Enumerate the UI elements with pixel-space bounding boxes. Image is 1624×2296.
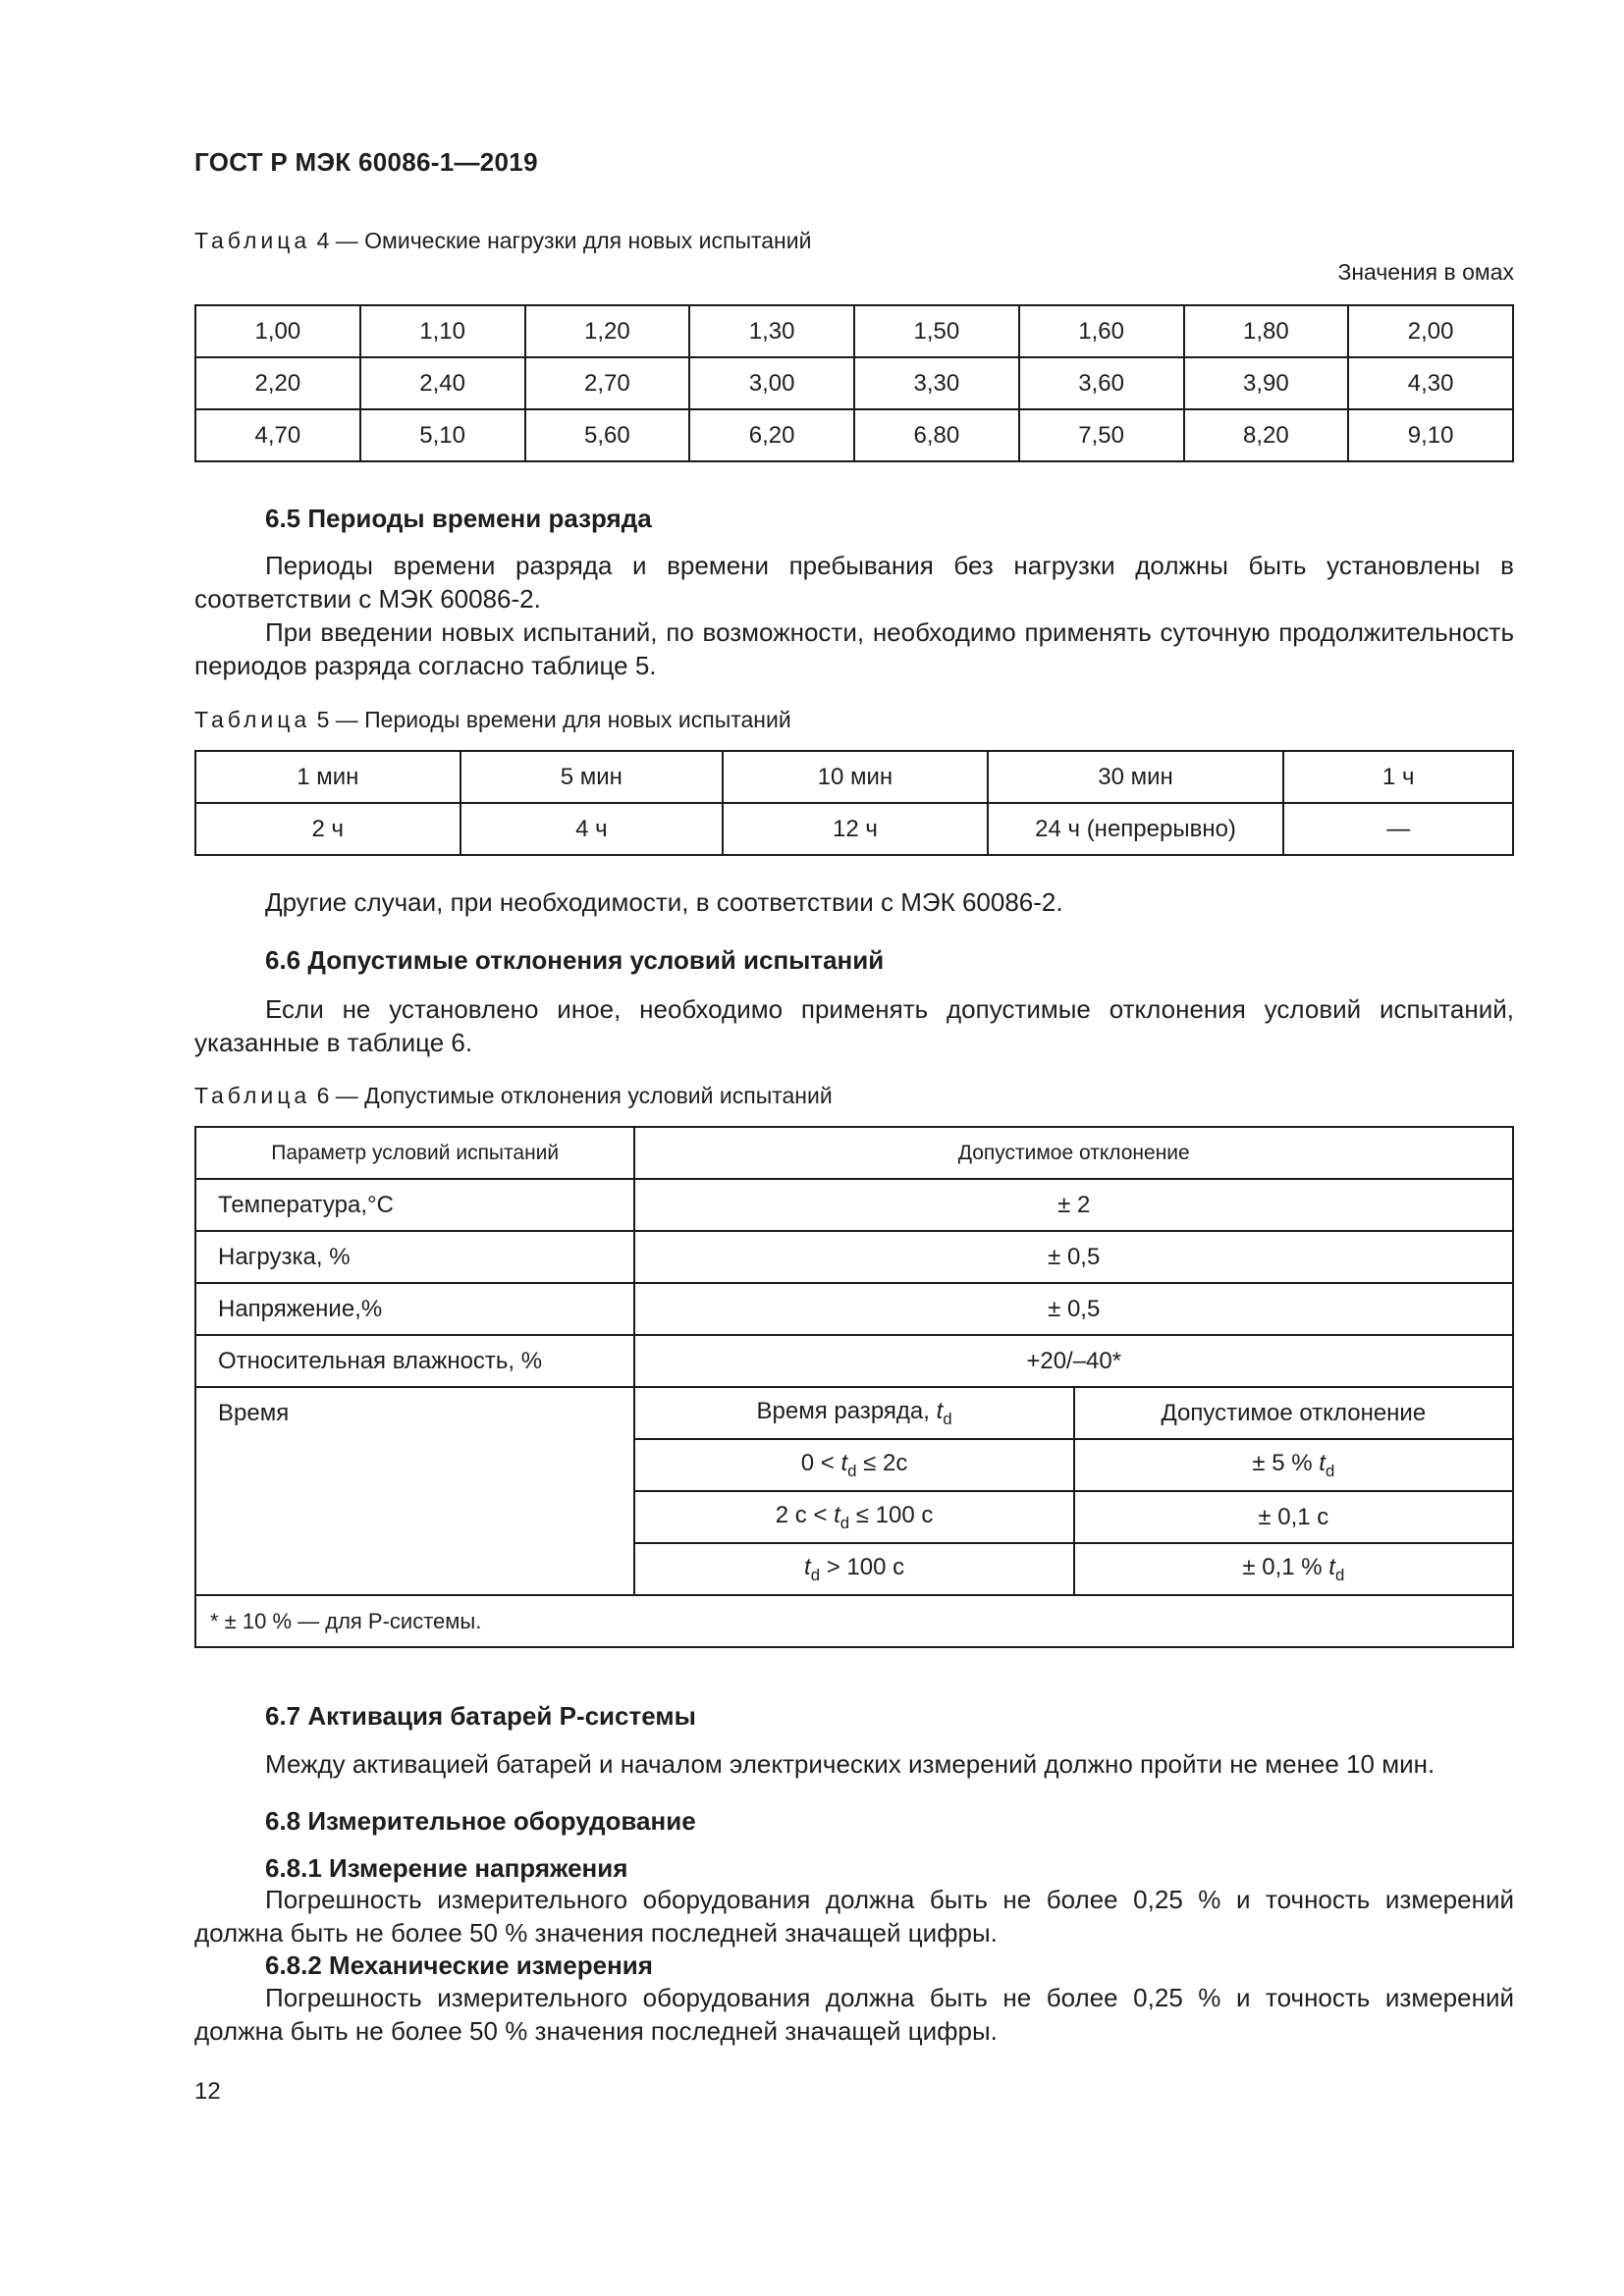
- table5-row: [195, 803, 1513, 855]
- standard-header: ГОСТ Р МЭК 60086-1—2019: [194, 147, 538, 177]
- table6-row: [195, 1179, 1513, 1231]
- table4-cell: 5,10: [360, 409, 525, 461]
- table5-cell: 30 мин: [988, 751, 1284, 803]
- table5-cell: 4 ч: [460, 803, 724, 855]
- table4-caption-text: 4 — Омические нагрузки для новых испытаний: [310, 228, 812, 253]
- table6-row: [195, 1283, 1513, 1335]
- table4-cell: 1,20: [525, 305, 690, 357]
- table4-cell: 2,00: [1348, 305, 1513, 357]
- table5-row: [195, 751, 1513, 803]
- table5-caption: [194, 707, 791, 733]
- table6-param-cell: Напряжение,%: [195, 1283, 634, 1335]
- section-6-6-title: 6.6 Допустимые отклонения условий испытаний: [265, 945, 885, 975]
- table6-caption: [194, 1083, 833, 1109]
- table6-caption-word: Таблица: [194, 1083, 311, 1108]
- table4-cell: 7,50: [1019, 409, 1184, 461]
- table6-value-cell: +20/–40*: [634, 1335, 1513, 1387]
- section-6-5-paragraph-2: При введении новых испытаний, по возможности, необходимо применять суточную продолжительность периодов разряда согласно таблице 5.: [194, 617, 1514, 680]
- section-6-5-title: 6.5 Периоды времени разряда: [265, 504, 652, 533]
- table4-cell: 1,00: [195, 305, 360, 357]
- table6-discharge-time-header: Время разряда, $t_d$: [634, 1387, 1073, 1439]
- table4-row: [195, 305, 1513, 357]
- section-6-7-paragraph: Между активацией батарей и началом электрических измерений должно пройти не менее 10 мин.: [265, 1749, 1435, 1779]
- table6-value-cell: ± 0,5: [634, 1231, 1513, 1283]
- table6-time-deviation-cell: ± 5 % $t_d$: [1074, 1439, 1513, 1491]
- table4-cell: 5,60: [525, 409, 690, 461]
- table6-param-cell: Нагрузка, %: [195, 1231, 634, 1283]
- section-6-8-2-paragraph: Погрешность измерительного оборудования должна быть не более 0,25 % и точность измерений должна быть не более 50 % значения последней значащей цифры.: [194, 1983, 1514, 2046]
- table6-time-range-cell: 2 $с < t_d \le 100$ с: [634, 1491, 1073, 1543]
- table4-cell: 1,60: [1019, 305, 1184, 357]
- section-6-8-1-title: 6.8.1 Измерение напряжения: [265, 1853, 628, 1883]
- table6-header-deviation: Допустимое отклонение: [634, 1127, 1513, 1179]
- table6-param-cell: Температура,°С: [195, 1179, 634, 1231]
- table4-cell: 6,80: [854, 409, 1019, 461]
- table6-time-deviation-cell: ± 0,1 с: [1074, 1491, 1513, 1543]
- table6-header-param: Параметр условий испытаний: [195, 1127, 634, 1179]
- table5-cell: 1 ч: [1283, 751, 1513, 803]
- table4-cell: 3,90: [1184, 357, 1349, 409]
- table6-row: [195, 1231, 1513, 1283]
- table5-cell: 12 ч: [723, 803, 988, 855]
- table4-cell: 1,50: [854, 305, 1019, 357]
- table5-cell: 2 ч: [195, 803, 460, 855]
- table4-cell: 4,70: [195, 409, 360, 461]
- table5-cell: 5 мин: [460, 751, 724, 803]
- table5-caption-text: 5 — Периоды времени для новых испытаний: [310, 707, 791, 732]
- table6-time-header-row: [195, 1387, 1513, 1439]
- table4-cell: 9,10: [1348, 409, 1513, 461]
- section-6-8-title: 6.8 Измерительное оборудование: [265, 1806, 696, 1836]
- table5-cell: 10 мин: [723, 751, 988, 803]
- table4-cell: 6,20: [689, 409, 854, 461]
- table5: [194, 750, 1514, 856]
- table5-caption-word: Таблица: [194, 707, 311, 732]
- table4-row: [195, 409, 1513, 461]
- table6-time-deviation-cell: ± 0,1 % $t_d$: [1074, 1543, 1513, 1595]
- table4-cell: 1,80: [1184, 305, 1349, 357]
- table6-param-cell: Относительная влажность, %: [195, 1335, 634, 1387]
- section-6-8-1-paragraph: Погрешность измерительного оборудования должна быть не более 0,25 % и точность измерений должна быть не более 50 % значения последней значащей цифры.: [194, 1885, 1514, 1948]
- table4-cell: 2,20: [195, 357, 360, 409]
- table5-cell: 1 мин: [195, 751, 460, 803]
- table4-cell: 2,40: [360, 357, 525, 409]
- table6-footnote: * ± 10 % — для Р-системы.: [195, 1595, 1513, 1647]
- table6-time-range-cell: $t_d > 100$ с: [634, 1543, 1073, 1595]
- table4-units: Значения в омах: [1337, 259, 1514, 285]
- table6-value-cell: ± 0,5: [634, 1283, 1513, 1335]
- table6-time-label: Время: [195, 1387, 634, 1595]
- table4-cell: 1,30: [689, 305, 854, 357]
- table4-cell: 3,00: [689, 357, 854, 409]
- section-6-8-2-title: 6.8.2 Механические измерения: [265, 1950, 653, 1980]
- table6-footnote-row: [195, 1595, 1513, 1647]
- table4-cell: 8,20: [1184, 409, 1349, 461]
- table5-cell: 24 ч (непрерывно): [988, 803, 1284, 855]
- other-cases-paragraph: Другие случаи, при необходимости, в соответствии с МЭК 60086-2.: [265, 887, 1063, 917]
- table4-cell: 4,30: [1348, 357, 1513, 409]
- table4-cell: 2,70: [525, 357, 690, 409]
- table4-cell: 3,30: [854, 357, 1019, 409]
- table4-cell: 1,10: [360, 305, 525, 357]
- table6-time-range-cell: $0 < t_d \le 2с$: [634, 1439, 1073, 1491]
- table4: [194, 304, 1514, 462]
- section-6-6-paragraph: Если не установлено иное, необходимо применять допустимые отклонения условий испытаний, указанные в таблице 6.: [194, 994, 1514, 1057]
- table6-time-deviation-header: Допустимое отклонение: [1074, 1387, 1513, 1439]
- table6-caption-text: 6 — Допустимые отклонения условий испытаний: [310, 1083, 833, 1108]
- page-number: 12: [194, 2078, 221, 2105]
- table5-cell: —: [1283, 803, 1513, 855]
- table4-caption: [194, 228, 811, 254]
- table4-caption-word: Таблица: [194, 228, 311, 253]
- section-6-7-title: 6.7 Активация батарей Р-системы: [265, 1701, 696, 1731]
- table4-row: [195, 357, 1513, 409]
- section-6-5-paragraph-1: Периоды времени разряда и времени пребывания без нагрузки должны быть установлены в соответствии с МЭК 60086-2.: [194, 551, 1514, 614]
- table4-cell: 3,60: [1019, 357, 1184, 409]
- table6-header-row: [195, 1127, 1513, 1179]
- table6: [194, 1126, 1514, 1648]
- table6-row: [195, 1335, 1513, 1387]
- table6-value-cell: ± 2: [634, 1179, 1513, 1231]
